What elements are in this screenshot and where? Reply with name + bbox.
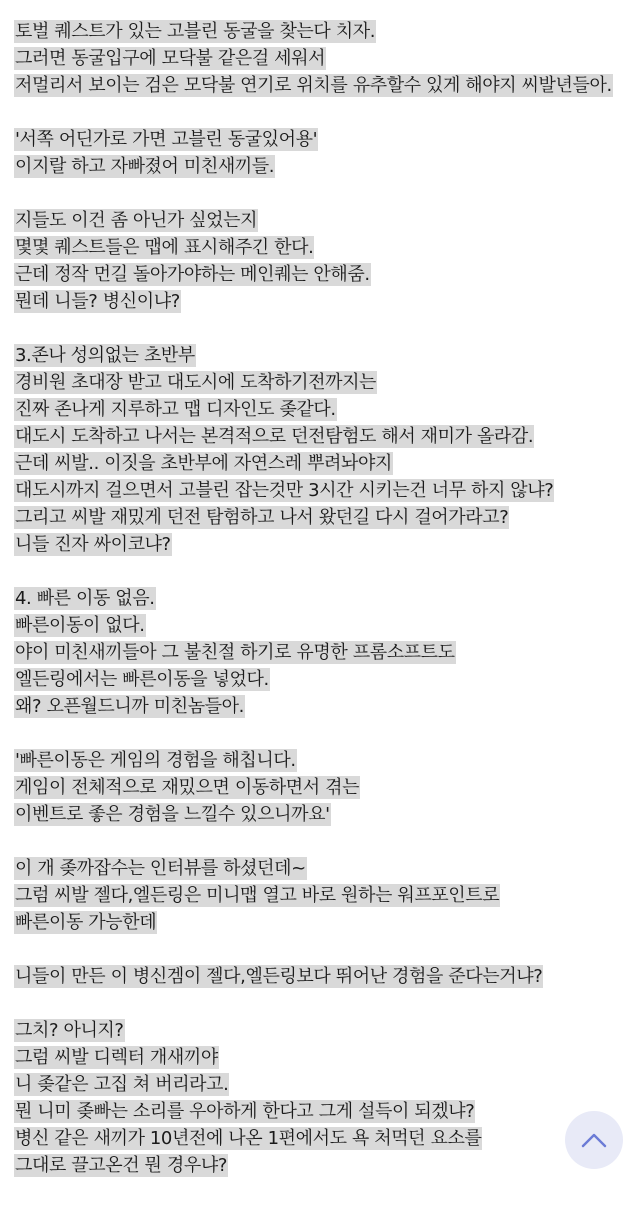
text-line: 대도시까지 걸으면서 고블린 잡는것만 3시간 시키는건 너무 하지 않냐? <box>15 480 554 501</box>
paragraph <box>14 585 626 720</box>
paragraph <box>14 126 626 180</box>
text-line: '빠른이동은 게임의 경험을 해칩니다. <box>15 750 296 771</box>
text-line: 그러면 동굴입구에 모닥불 같은걸 세워서 <box>15 48 326 69</box>
text-line: 니들 진자 싸이코냐? <box>15 534 171 555</box>
text-line: 저멀리서 보이는 검은 모닥불 연기로 위치를 유추할수 있게 해야지 씨발년들아. <box>15 75 612 96</box>
text-line: 니 좆같은 고집 쳐 버리라고. <box>15 1074 229 1095</box>
text-line: 게임이 전체적으로 재밌으면 이동하면서 겪는 <box>15 777 360 798</box>
text-line: 이벤트로 좋은 경험을 느낄수 있으니까요' <box>15 804 330 825</box>
text-line: 진짜 존나게 지루하고 맵 디자인도 좆같다. <box>15 399 336 420</box>
paragraph <box>14 1017 626 1179</box>
text-line: '서쪽 어딘가로 가면 고블린 동굴있어용' <box>15 129 318 150</box>
text-line: 근데 정작 먼길 돌아가야하는 메인퀘는 안해줌. <box>15 264 370 285</box>
text-line: 빠른이동 가능한데 <box>15 912 157 933</box>
text-line: 뭔데 니들? 병신이냐? <box>15 291 180 312</box>
text-line: 이지랄 하고 자빠졌어 미친새끼들. <box>15 156 275 177</box>
text-line: 토벌 퀘스트가 있는 고블린 동굴을 찾는다 치자. <box>15 21 376 42</box>
paragraph <box>14 963 626 990</box>
text-line: 대도시 도착하고 나서는 본격적으로 던전탐험도 해서 재미가 올라감. <box>15 426 534 447</box>
text-line: 빠른이동이 없다. <box>15 615 145 636</box>
text-line: 엘든링에서는 빠른이동을 넣었다. <box>15 669 269 690</box>
text-line: 4. 빠른 이동 없음. <box>15 588 155 609</box>
text-line: 그럼 씨발 젤다,엘든링은 미니맵 열고 바로 원하는 워프포인트로 <box>15 885 500 906</box>
article-body <box>14 18 626 1206</box>
scroll-to-top-button[interactable] <box>565 1111 623 1169</box>
text-line: 지들도 이건 좀 아닌가 싶었는지 <box>15 210 258 231</box>
text-line: 병신 같은 새끼가 10년전에 나온 1편에서도 욕 처먹던 요소를 <box>15 1128 482 1149</box>
text-line: 몇몇 퀘스트들은 맵에 표시해주긴 한다. <box>15 237 314 258</box>
text-line: 그치? 아니지? <box>15 1020 124 1041</box>
text-line: 그대로 끌고온건 뭔 경우냐? <box>15 1155 227 1176</box>
text-line: 이 개 좆까잡수는 인터뷰를 하셨던데~ <box>15 858 306 879</box>
text-line: 그리고 씨발 재밌게 던전 탐험하고 나서 왔던길 다시 걸어가라고? <box>15 507 509 528</box>
chevron-up-icon <box>581 1132 607 1148</box>
text-line: 3.존나 성의없는 초반부 <box>15 345 195 366</box>
text-line: 경비원 초대장 받고 대도시에 도착하기전까지는 <box>15 372 377 393</box>
paragraph <box>14 18 626 99</box>
text-line: 왜? 오픈월드니까 미친놈들아. <box>15 696 244 717</box>
paragraph <box>14 855 626 936</box>
text-line: 그럼 씨발 디렉터 개새끼야 <box>15 1047 218 1068</box>
paragraph <box>14 747 626 828</box>
text-line: 니들이 만든 이 병신겜이 젤다,엘든링보다 뛰어난 경험을 준다는거냐? <box>15 966 543 987</box>
paragraph <box>14 342 626 558</box>
text-line: 근데 씨발.. 이짓을 초반부에 자연스레 뿌려놔야지 <box>15 453 393 474</box>
text-line: 야이 미친새끼들아 그 불친절 하기로 유명한 프롬소프트도 <box>15 642 455 663</box>
paragraph <box>14 207 626 315</box>
text-line: 뭔 니미 좆빠는 소리를 우아하게 한다고 그게 설득이 되겠냐? <box>15 1101 475 1122</box>
